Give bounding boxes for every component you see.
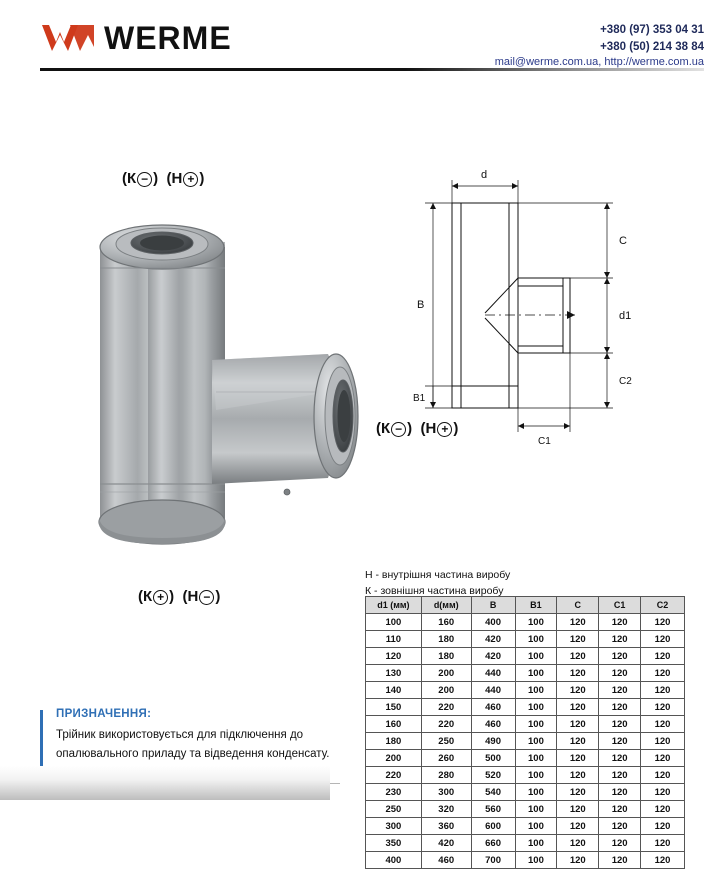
cell-C: 120 bbox=[557, 682, 599, 699]
brand-logo bbox=[40, 20, 232, 57]
cell-B1: 100 bbox=[515, 818, 557, 835]
cell-B1: 100 bbox=[515, 750, 557, 767]
cell-C2: 120 bbox=[641, 852, 685, 869]
cell-B1: 100 bbox=[515, 733, 557, 750]
cell-B1: 100 bbox=[515, 716, 557, 733]
cell-d: 460 bbox=[421, 852, 471, 869]
sign-circle-minus: − bbox=[391, 422, 406, 437]
cell-d: 180 bbox=[421, 631, 471, 648]
cell-C: 120 bbox=[557, 801, 599, 818]
cell-C2: 120 bbox=[641, 750, 685, 767]
cell-C: 120 bbox=[557, 665, 599, 682]
cell-C1: 120 bbox=[599, 648, 641, 665]
cell-d: 420 bbox=[421, 835, 471, 852]
table-row bbox=[366, 665, 685, 682]
col-header-C2: C2 bbox=[641, 597, 685, 614]
cell-B: 460 bbox=[471, 699, 515, 716]
cell-C: 120 bbox=[557, 818, 599, 835]
cell-d1: 250 bbox=[366, 801, 422, 818]
cell-C2: 120 bbox=[641, 682, 685, 699]
page-content bbox=[0, 68, 728, 866]
table-row bbox=[366, 818, 685, 835]
dim-C1-label: C1 bbox=[538, 436, 551, 447]
email-and-website[interactable]: mail@werme.com.ua, http://werme.com.ua bbox=[494, 56, 704, 69]
cell-B: 440 bbox=[471, 682, 515, 699]
cell-d1: 400 bbox=[366, 852, 422, 869]
cell-C2: 120 bbox=[641, 631, 685, 648]
cell-C2: 120 bbox=[641, 648, 685, 665]
cell-d1: 100 bbox=[366, 614, 422, 631]
table-row bbox=[366, 801, 685, 818]
table-header-row bbox=[366, 597, 685, 614]
cell-C2: 120 bbox=[641, 784, 685, 801]
cell-d1: 120 bbox=[366, 648, 422, 665]
cell-B1: 100 bbox=[515, 665, 557, 682]
note-k: К - зовнішня частина виробу bbox=[365, 584, 504, 597]
cell-B1: 100 bbox=[515, 648, 557, 665]
purpose-block bbox=[40, 708, 330, 763]
purpose-title: ПРИЗНАЧЕННЯ: bbox=[56, 708, 152, 720]
cell-C: 120 bbox=[557, 716, 599, 733]
cell-C1: 120 bbox=[599, 801, 641, 818]
cell-C1: 120 bbox=[599, 631, 641, 648]
cell-C1: 120 bbox=[599, 835, 641, 852]
werme-w-logo-icon bbox=[40, 21, 96, 57]
cell-d: 280 bbox=[421, 767, 471, 784]
cell-C2: 120 bbox=[641, 801, 685, 818]
phone-primary[interactable]: +380 (97) 353 04 31 bbox=[600, 24, 704, 36]
cell-C: 120 bbox=[557, 767, 599, 784]
col-header-B1: B1 bbox=[515, 597, 557, 614]
cell-B: 490 bbox=[471, 733, 515, 750]
cell-C: 120 bbox=[557, 648, 599, 665]
table-body bbox=[366, 614, 685, 869]
cell-B: 520 bbox=[471, 767, 515, 784]
cell-B: 560 bbox=[471, 801, 515, 818]
cell-B1: 100 bbox=[515, 682, 557, 699]
cell-B: 540 bbox=[471, 784, 515, 801]
cell-C1: 120 bbox=[599, 682, 641, 699]
col-header-d: d(мм) bbox=[421, 597, 471, 614]
col-header-d1: d1 (мм) bbox=[366, 597, 422, 614]
cell-C: 120 bbox=[557, 733, 599, 750]
cell-B: 500 bbox=[471, 750, 515, 767]
cell-C1: 120 bbox=[599, 767, 641, 784]
cell-C: 120 bbox=[557, 631, 599, 648]
dim-C-label: C bbox=[619, 235, 627, 247]
cell-B1: 100 bbox=[515, 614, 557, 631]
cell-B: 420 bbox=[471, 631, 515, 648]
cell-d1: 150 bbox=[366, 699, 422, 716]
cell-C2: 120 bbox=[641, 665, 685, 682]
cell-C2: 120 bbox=[641, 818, 685, 835]
cell-d1: 160 bbox=[366, 716, 422, 733]
sign-circle-plus: + bbox=[183, 172, 198, 187]
cell-d: 250 bbox=[421, 733, 471, 750]
cell-C2: 120 bbox=[641, 716, 685, 733]
cell-C1: 120 bbox=[599, 716, 641, 733]
cell-d: 260 bbox=[421, 750, 471, 767]
label-top-kn: (К − ) (Н + ) bbox=[122, 170, 205, 187]
cell-d: 160 bbox=[421, 614, 471, 631]
table-row bbox=[366, 767, 685, 784]
cell-C1: 120 bbox=[599, 733, 641, 750]
page-header bbox=[0, 0, 728, 68]
col-header-B: B bbox=[471, 597, 515, 614]
cell-C2: 120 bbox=[641, 835, 685, 852]
cell-d: 360 bbox=[421, 818, 471, 835]
product-photo bbox=[40, 92, 370, 605]
label-branch-kn: (К − ) (Н + ) bbox=[376, 420, 459, 437]
table-row bbox=[366, 682, 685, 699]
cell-d1: 220 bbox=[366, 767, 422, 784]
cell-C2: 120 bbox=[641, 699, 685, 716]
table-row bbox=[366, 699, 685, 716]
cell-d: 320 bbox=[421, 801, 471, 818]
cell-B1: 100 bbox=[515, 784, 557, 801]
cell-d1: 300 bbox=[366, 818, 422, 835]
table-row bbox=[366, 835, 685, 852]
cell-C: 120 bbox=[557, 852, 599, 869]
cell-C: 120 bbox=[557, 784, 599, 801]
cell-d1: 230 bbox=[366, 784, 422, 801]
cell-B1: 100 bbox=[515, 767, 557, 784]
cell-B: 600 bbox=[471, 818, 515, 835]
header-contacts bbox=[495, 22, 704, 71]
footer-gradient bbox=[0, 766, 330, 800]
table-row bbox=[366, 750, 685, 767]
table-row bbox=[366, 784, 685, 801]
cell-d1: 130 bbox=[366, 665, 422, 682]
drawing-notes bbox=[365, 568, 510, 600]
sign-circle-minus: − bbox=[199, 590, 214, 605]
dim-d-label: d bbox=[481, 169, 488, 181]
table-row bbox=[366, 648, 685, 665]
cell-C: 120 bbox=[557, 699, 599, 716]
cell-C2: 120 bbox=[641, 767, 685, 784]
cell-d: 300 bbox=[421, 784, 471, 801]
dim-d1-label: d1 bbox=[619, 310, 632, 322]
cell-d: 220 bbox=[421, 699, 471, 716]
cell-B: 420 bbox=[471, 648, 515, 665]
cell-B1: 100 bbox=[515, 852, 557, 869]
cell-C1: 120 bbox=[599, 784, 641, 801]
note-h: Н - внутрішня частина виробу bbox=[365, 569, 511, 581]
cell-B: 700 bbox=[471, 852, 515, 869]
cell-B: 400 bbox=[471, 614, 515, 631]
col-header-C: C bbox=[557, 597, 599, 614]
dim-B-label: B bbox=[417, 299, 425, 311]
cell-C1: 120 bbox=[599, 614, 641, 631]
cell-C: 120 bbox=[557, 750, 599, 767]
dim-C2-label: C2 bbox=[619, 376, 632, 387]
cell-C1: 120 bbox=[599, 818, 641, 835]
cell-B1: 100 bbox=[515, 631, 557, 648]
phone-secondary[interactable]: +380 (50) 214 38 84 bbox=[600, 40, 704, 53]
cell-C1: 120 bbox=[599, 750, 641, 767]
col-header-C1: C1 bbox=[599, 597, 641, 614]
technical-drawing bbox=[395, 158, 695, 458]
dim-B1-label: B1 bbox=[413, 393, 426, 404]
spec-table-container bbox=[365, 596, 685, 869]
cell-C: 120 bbox=[557, 614, 599, 631]
tee-pipe-illustration bbox=[40, 92, 370, 572]
cell-C1: 120 bbox=[599, 665, 641, 682]
brand-name: WERME bbox=[104, 20, 232, 56]
cell-d1: 180 bbox=[366, 733, 422, 750]
cell-d: 180 bbox=[421, 648, 471, 665]
cell-B1: 100 bbox=[515, 835, 557, 852]
cell-C2: 120 bbox=[641, 614, 685, 631]
cell-B: 460 bbox=[471, 716, 515, 733]
cell-C1: 120 bbox=[599, 852, 641, 869]
table-row bbox=[366, 614, 685, 631]
sign-circle-minus: − bbox=[137, 172, 152, 187]
sign-circle-plus: + bbox=[437, 422, 452, 437]
sign-circle-plus: + bbox=[153, 590, 168, 605]
label-bottom-kn: (К + ) (Н − ) bbox=[138, 588, 221, 605]
specification-table bbox=[365, 596, 685, 869]
cell-C2: 120 bbox=[641, 733, 685, 750]
cell-d: 220 bbox=[421, 716, 471, 733]
table-row bbox=[366, 733, 685, 750]
purpose-text: Трійник використовується для підключення до опалювального приладу та відведення конденсату. bbox=[56, 729, 330, 760]
cell-C1: 120 bbox=[599, 699, 641, 716]
cell-B: 660 bbox=[471, 835, 515, 852]
cell-d1: 350 bbox=[366, 835, 422, 852]
cell-B1: 100 bbox=[515, 699, 557, 716]
table-row bbox=[366, 631, 685, 648]
cell-d: 200 bbox=[421, 665, 471, 682]
cell-d1: 140 bbox=[366, 682, 422, 699]
cell-d1: 110 bbox=[366, 631, 422, 648]
cell-B1: 100 bbox=[515, 801, 557, 818]
table-row bbox=[366, 716, 685, 733]
cell-B: 440 bbox=[471, 665, 515, 682]
table-row bbox=[366, 852, 685, 869]
cell-C: 120 bbox=[557, 835, 599, 852]
cell-d: 200 bbox=[421, 682, 471, 699]
cell-d1: 200 bbox=[366, 750, 422, 767]
